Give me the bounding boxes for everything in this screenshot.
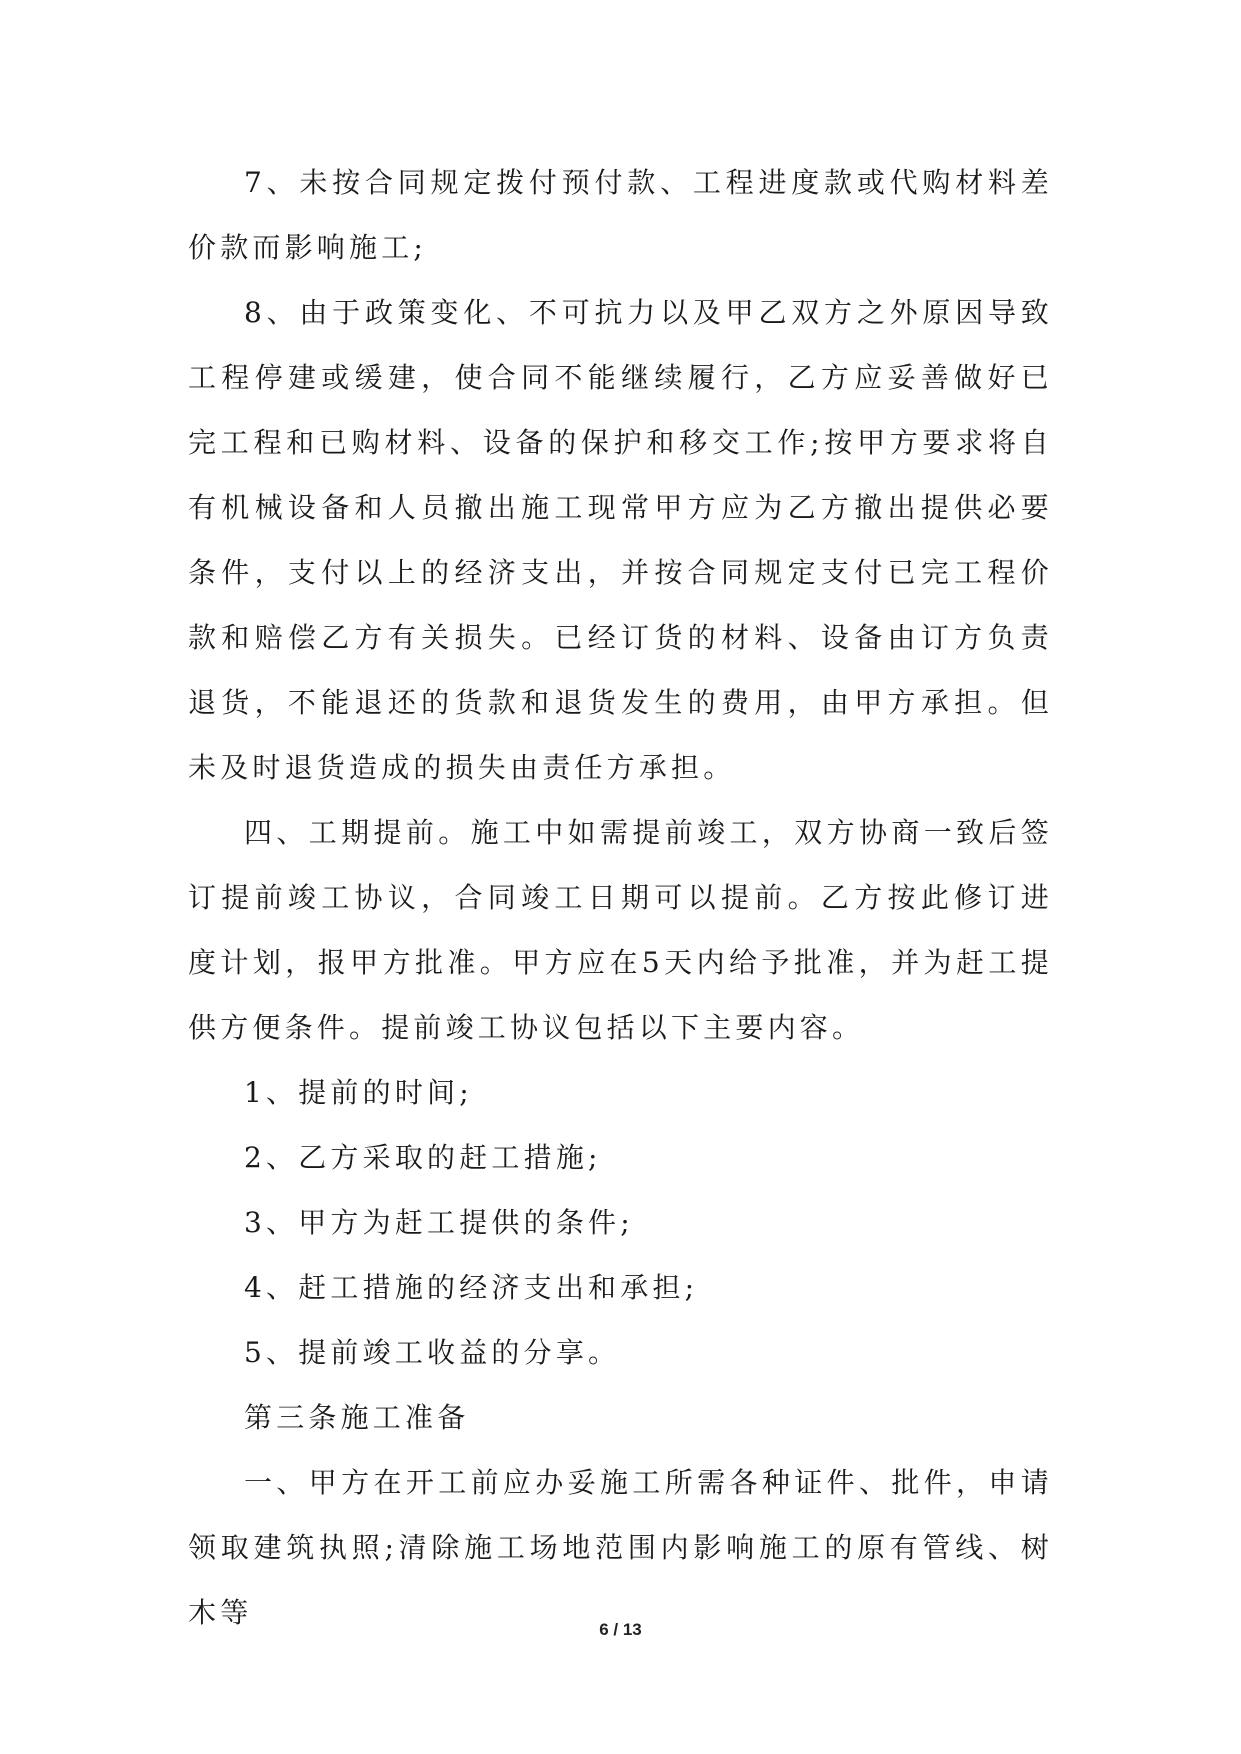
list-item-2: 2、乙方采取的赶工措施; <box>244 1141 602 1174</box>
paragraph-item-7: 7、未按合同规定拨付预付款、工程进度款或代购材料差价款而影响施工; <box>188 166 1053 264</box>
paragraph-preparation-1: 一、甲方在开工前应办妥施工所需各种证件、批件，申请领取建筑执照;清除施工场地范围内影响施工的原有管线、树木等 <box>188 1466 1053 1629</box>
document-body <box>188 150 1053 1645</box>
paragraph-item-8: 8、由于政策变化、不可抗力以及甲乙双方之外原因导致工程停建或缓建，使合同不能继续履行，乙方应妥善做好已完工程和已购材料、设备的保护和移交工作;按甲方要求将自有机械设备和人员撤出施工现常甲方应为乙方撤出提供必要条件，支付以上的经济支出，并按合同规定支付已完工程价款和赔偿乙方有关损失。已经订货的材料、设备由订方负责退货，不能退还的货款和退货发生的费用，由甲方承担。但未及时退货造成的损失由责任方承担。 <box>188 296 1053 784</box>
list-item-4: 4、赶工措施的经济支出和承担; <box>244 1271 699 1304</box>
list-item-3: 3、甲方为赶工提供的条件; <box>244 1206 634 1239</box>
list-item-5: 5、提前竣工收益的分享。 <box>244 1336 621 1369</box>
paragraph-schedule-advance: 四、工期提前。施工中如需提前竣工，双方协商一致后签订提前竣工协议，合同竣工日期可以提前。乙方按此修订进度计划，报甲方批准。甲方应在5天内给予批准，并为赶工提供方便条件。提前竣工协议包括以下主要内容。 <box>188 816 1053 1044</box>
list-item-1: 1、提前的时间; <box>244 1076 473 1109</box>
section-heading: 第三条施工准备 <box>244 1401 470 1434</box>
page-number: 6 / 13 <box>599 1620 642 1639</box>
